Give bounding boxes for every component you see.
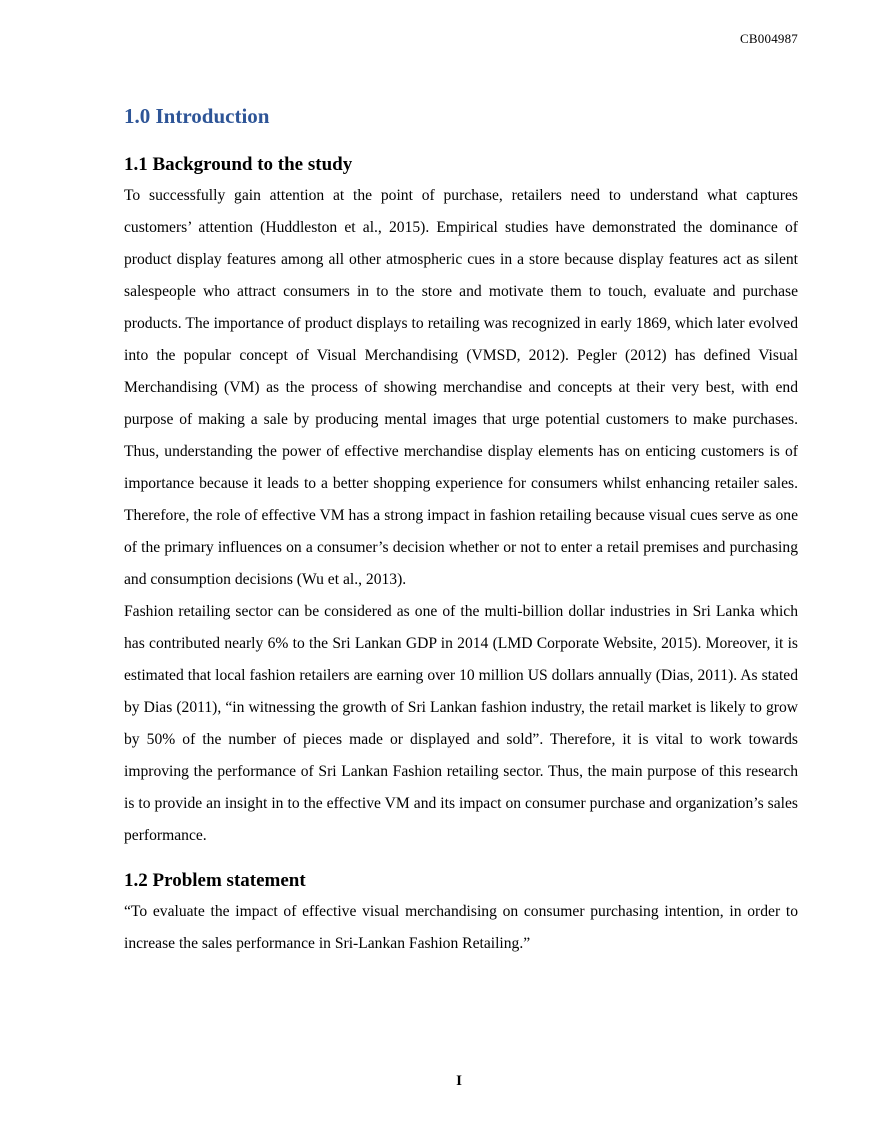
introduction-heading: 1.0 Introduction	[124, 104, 270, 128]
problem-statement-heading: 1.2 Problem statement	[124, 870, 306, 891]
background-paragraph-2: Fashion retailing sector can be considered as one of the multi-billion dollar industries in Sri Lanka which has contributed nearly 6% to the Sri Lankan GDP in 2014 (LMD Corporate Website, 2015). Moreover, it is estimated that local fashion retailers are earning over 10 million US dollars annually (Dias, 2011). As stated by Dias (2011), “in witnessing the growth of Sri Lankan fashion industry, the retail market is likely to grow by 50% of the number of pieces made or displayed and sold”. Therefore, it is vital to work towards improving the performance of Sri Lankan Fashion retailing sector. Thus, the main purpose of this research is to provide an insight in to the effective VM and its impact on consumer purchase and organization’s sales performance.	[124, 603, 798, 844]
problem-statement-text: “To evaluate the impact of effective visual merchandising on consumer purchasing intention, in order to increase the sales performance in Sri-Lankan Fashion Retailing.”	[124, 903, 798, 952]
background-paragraph-1: To successfully gain attention at the point of purchase, retailers need to understand what captures customers’ attention (Huddleston et al., 2015). Empirical studies have demonstrated the dominance of product display features among all other atmospheric cues in a store because display features act as silent salespeople who attract consumers in to the store and motivate them to touch, evaluate and purchase products. The importance of product displays to retailing was recognized in early 1869, which later evolved into the popular concept of Visual Merchandising (VMSD, 2012). Pegler (2012) has defined Visual Merchandising (VM) as the process of showing merchandise and concepts at their very best, with end purpose of making a sale by producing mental images that urge potential customers to make purchases. Thus, understanding the power of effective merchandise display elements has on enticing customers is of importance because it leads to a better shopping experience for consumers whilst enhancing retailer sales. Therefore, the role of effective VM has a strong impact in fashion retailing because visual cues serve as one of the primary influences on a consumer’s decision whether or not to enter a retail premises and purchasing and consumption decisions (Wu et al., 2013).	[124, 187, 798, 588]
document-id-header: CB004987	[740, 31, 798, 46]
page-number: I	[456, 1073, 462, 1089]
background-heading: 1.1 Background to the study	[124, 154, 353, 175]
document-body	[124, 100, 798, 960]
